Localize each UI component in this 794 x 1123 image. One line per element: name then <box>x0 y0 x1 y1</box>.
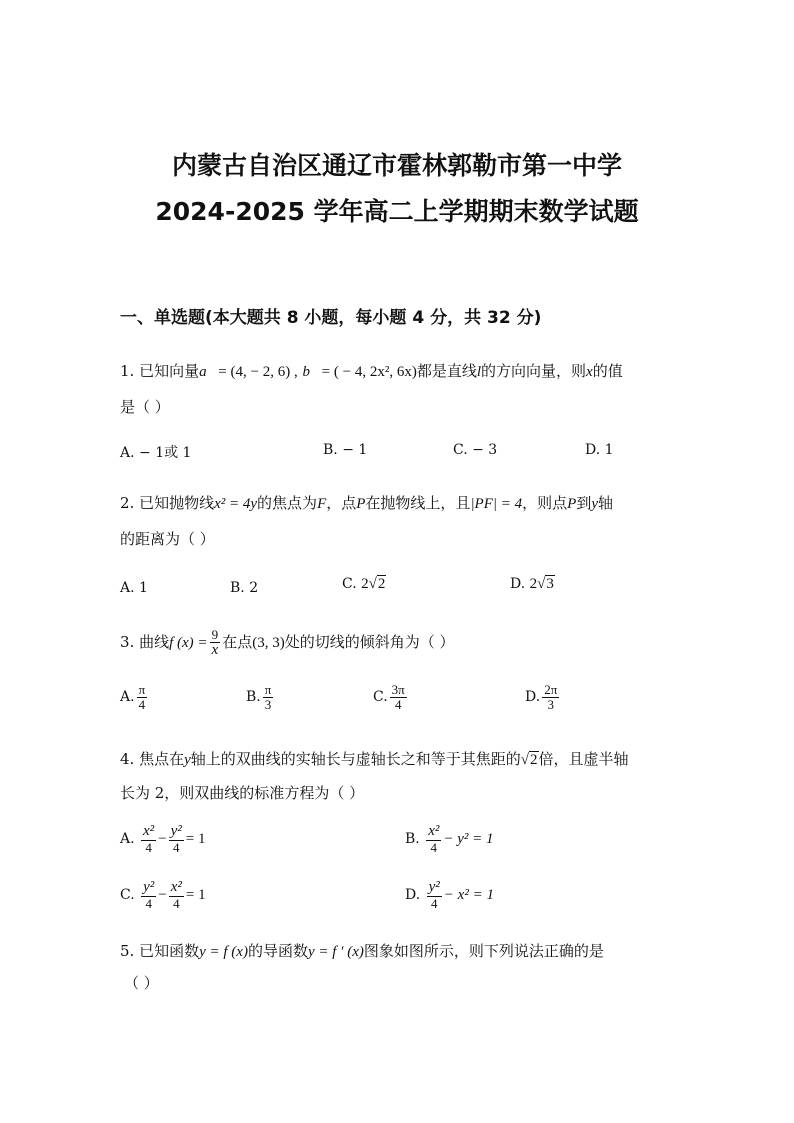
question-3-line-1: 3. 曲线f (x) = $\frac{9}{x}$ 在点(3, 3)处的切线的倾斜角为（ ） <box>120 627 455 658</box>
question-2-line-1: 2. 已知抛物线x² = 4y的焦点为F，点P在抛物线上，且|PF| = 4，则点P到y轴 <box>120 494 614 512</box>
q2-option-a: A. 1 <box>120 580 148 596</box>
q3-option-d: D. $\frac{2\pi}{3}$ <box>525 682 558 712</box>
q4-option-c: C. $\frac{\text{y²}}{4}$ − $\frac{\text{x²}}{4}$ = 1 <box>120 879 206 911</box>
q2-option-d: D. 2√3 <box>510 576 554 592</box>
q1-option-a: A. − 1或 1 <box>120 445 192 461</box>
q3-option-b: B. $\frac{\pi}{3}$ <box>246 682 272 712</box>
q2-option-c: C. 2√2 <box>342 576 386 592</box>
question-number: 1. <box>120 362 135 380</box>
q4-option-a: A. $\frac{\text{x²}}{4}$ − $\frac{\text{y²}}{4}$ = 1 <box>120 823 206 855</box>
q3-option-c: C. $\frac{3\pi}{4}$ <box>373 682 405 712</box>
q2-option-b: B. 2 <box>230 580 259 596</box>
question-4-line-2: 长为 2，则双曲线的标准方程为（ ） <box>120 784 365 802</box>
q4-option-b: B. $\frac{\text{x²}}{4}$ − y² = 1 <box>405 823 494 855</box>
q1-option-d: D. 1 <box>585 442 614 458</box>
fraction: $\frac{9}{x}$ <box>211 627 219 658</box>
q1-option-c: C. − 3 <box>453 442 498 458</box>
vector-a-symbol: a⃗ <box>199 364 219 380</box>
vector-b-symbol: b⃗ <box>302 364 322 380</box>
question-4-line-1: 4. 焦点在y轴上的双曲线的实轴长与虚轴长之和等于其焦距的√2倍，且虚半轴 <box>120 750 629 768</box>
question-number: 5. <box>120 942 135 960</box>
question-number: 4. <box>120 750 135 768</box>
question-5-line-1: 5. 已知函数y = f (x)的导函数y = f ′ (x)图象如图所示，则下列说法正确的是 <box>120 942 604 960</box>
question-number: 3. <box>120 633 135 652</box>
question-1-line-2: 是（ ） <box>120 398 170 416</box>
q1-option-b: B. − 1 <box>323 442 368 458</box>
q4-option-d: D. $\frac{\text{y²}}{4}$ − x² = 1 <box>405 879 494 911</box>
q3-option-a: A. $\frac{\pi}{4}$ <box>120 682 146 712</box>
question-2-line-2: 的距离为（ ） <box>120 530 215 548</box>
section-heading: 一、单选题(本大题共 8 小题，每小题 4 分，共 32 分) <box>120 308 542 328</box>
title-line-2: 2024-2025 学年高二上学期期末数学试题 <box>155 197 639 226</box>
question-number: 2. <box>120 494 135 512</box>
question-1-line-1: 1. 已知向量a⃗= (4, − 2, 6) , b⃗= ( − 4, 2x², 6x)都是直线l的方向向量，则x的值 <box>120 362 623 380</box>
title-line-1: 内蒙古自治区通辽市霍林郭勒市第一中学 <box>171 151 622 180</box>
question-5-line-2: （ ） <box>124 974 159 992</box>
